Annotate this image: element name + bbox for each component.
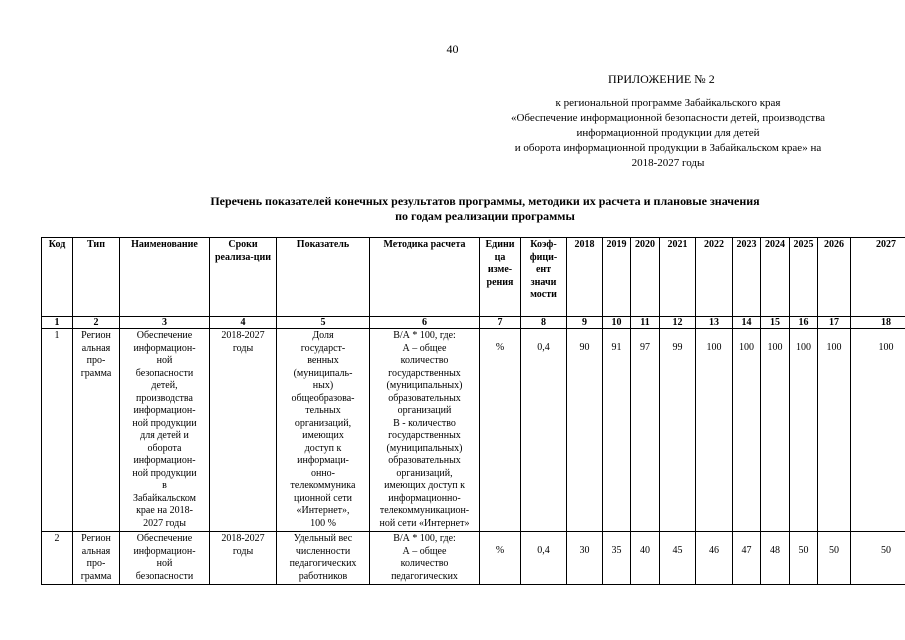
appendix-note-line: «Обеспечение информационной безопасности детей, производства xyxy=(510,112,825,124)
row-method-cell-line: государственных xyxy=(388,430,461,441)
row-indicator-cell-line: онно- xyxy=(310,467,336,479)
row-name-cell-line: Забайкальском xyxy=(132,492,197,504)
row-method-cell-line: образовательных xyxy=(388,455,461,466)
row-year-value-cell: 48 xyxy=(761,532,790,585)
row-type-cell-line: про- xyxy=(86,355,106,366)
row-method-cell xyxy=(370,532,480,585)
row-name-cell xyxy=(120,329,210,532)
column-number: 8 xyxy=(521,317,567,329)
appendix-note-line: и оборота информационной продукции в Забайкальском крае» на xyxy=(514,142,822,154)
row-method-cell-line: государственных xyxy=(388,367,461,379)
row-method-cell-line: количество xyxy=(400,355,449,366)
row-name-cell-line: Обеспечение xyxy=(136,330,193,341)
column-header: Тип xyxy=(73,238,120,317)
column-number: 16 xyxy=(790,317,818,329)
column-header: Коэф-фици-ент значи мости xyxy=(521,238,567,317)
row-type-cell-line: Регион xyxy=(81,533,111,544)
table-row xyxy=(42,329,905,532)
row-year-value-cell: 100 xyxy=(761,329,790,532)
row-name-cell-line: информацион- xyxy=(133,455,196,466)
column-number: 15 xyxy=(761,317,790,329)
row-indicator-cell-line: «Интернет», xyxy=(296,505,350,516)
row-year-value-cell: 45 xyxy=(660,532,696,585)
row-method-cell-line: организаций, xyxy=(396,467,453,479)
row-method-cell-line: педагогических xyxy=(391,570,458,582)
column-header: 2019 xyxy=(603,238,631,317)
row-name-cell-line: производства xyxy=(136,392,193,404)
row-method-cell-line: В - количество xyxy=(393,417,456,429)
row-code-cell: 2 xyxy=(42,532,73,585)
appendix-note xyxy=(478,96,858,171)
row-method-cell-line: А – общее xyxy=(402,545,447,557)
row-name-cell-line: для детей и xyxy=(140,430,189,441)
row-indicator-cell-line: венных xyxy=(307,355,339,366)
column-number: 1 xyxy=(42,317,73,329)
row-name-cell-line: ной xyxy=(156,558,173,569)
row-year-value-cell: 40 xyxy=(631,532,660,585)
row-name-cell-line: ной продукции xyxy=(132,417,197,429)
row-indicator-cell-line: численности xyxy=(295,545,351,557)
column-number: 14 xyxy=(733,317,761,329)
row-name-cell xyxy=(120,532,210,585)
row-period-cell-line: годы xyxy=(232,545,254,557)
table-header-row xyxy=(42,238,905,317)
row-year-value-cell: 99 xyxy=(660,329,696,532)
row-type-cell-line: про- xyxy=(86,558,106,569)
row-method-cell-line: В/А * 100, где: xyxy=(393,330,456,341)
column-number: 17 xyxy=(818,317,851,329)
column-number: 6 xyxy=(370,317,480,329)
row-indicator-cell-line: имеющих xyxy=(302,430,344,441)
row-indicator-cell-line: ционной сети xyxy=(294,492,352,504)
row-type-cell-line: альная xyxy=(81,545,111,557)
row-method-cell-line: количество xyxy=(400,558,449,569)
column-number: 4 xyxy=(210,317,277,329)
row-method-cell-line: организаций xyxy=(397,405,452,416)
row-type-cell xyxy=(73,532,120,585)
row-method-cell-line: В/А * 100, где: xyxy=(393,533,456,544)
row-period-cell xyxy=(210,329,277,532)
column-header: 2026 xyxy=(818,238,851,317)
row-name-cell-line: Обеспечение xyxy=(136,533,193,544)
row-name-cell-line: информацион- xyxy=(133,545,196,557)
page-number: 40 xyxy=(446,42,459,56)
row-year-value-cell: 90 xyxy=(567,329,603,532)
column-header: 2022 xyxy=(696,238,733,317)
column-header: 2025 xyxy=(790,238,818,317)
row-indicator-cell-line: педагогических xyxy=(289,558,357,569)
row-indicator-cell-line: информаци- xyxy=(297,455,349,466)
column-number: 10 xyxy=(603,317,631,329)
row-name-cell-line: оборота xyxy=(147,442,182,454)
column-number: 11 xyxy=(631,317,660,329)
row-indicator-cell-line: работников xyxy=(298,570,348,582)
column-header: 2023 xyxy=(733,238,761,317)
row-coef-cell: 0,4 xyxy=(521,329,567,532)
row-method-cell-line: имеющих доступ к xyxy=(384,480,465,491)
row-name-cell-line: детей, xyxy=(151,380,178,391)
row-method-cell-line: (муниципальных) xyxy=(386,380,463,391)
column-number: 13 xyxy=(696,317,733,329)
heading-line: Перечень показателей конечных результатов программы, методики их расчета и плановые значения xyxy=(210,194,760,208)
column-header: 2024 xyxy=(761,238,790,317)
appendix-note-line: информационной продукции для детей xyxy=(576,127,760,139)
column-header: 2021 xyxy=(660,238,696,317)
row-type-cell-line: грамма xyxy=(80,570,112,582)
appendix-note-line: 2018-2027 годы xyxy=(631,157,705,169)
row-type-cell-line: альная xyxy=(81,342,111,354)
row-period-cell-line: 2018-2027 xyxy=(221,533,265,544)
column-header: Сроки реализа-ции xyxy=(210,238,277,317)
column-number: 7 xyxy=(480,317,521,329)
column-number: 18 xyxy=(851,317,905,329)
column-number: 3 xyxy=(120,317,210,329)
row-indicator-cell xyxy=(277,329,370,532)
row-type-cell-line: грамма xyxy=(80,367,112,379)
row-name-cell-line: ной продукции xyxy=(132,467,197,479)
column-number: 2 xyxy=(73,317,120,329)
row-coef-cell: 0,4 xyxy=(521,532,567,585)
column-header: Показатель xyxy=(277,238,370,317)
row-method-cell xyxy=(370,329,480,532)
row-year-value-cell: 91 xyxy=(603,329,631,532)
row-period-cell xyxy=(210,532,277,585)
column-number: 9 xyxy=(567,317,603,329)
document-heading xyxy=(150,194,820,224)
row-name-cell-line: безопасности xyxy=(135,367,194,379)
row-period-cell-line: годы xyxy=(232,342,254,354)
row-year-value-cell: 46 xyxy=(696,532,733,585)
row-indicator-cell-line: телекоммуника xyxy=(290,480,356,491)
row-method-cell-line: (муниципальных) xyxy=(386,442,463,454)
row-code-cell: 1 xyxy=(42,329,73,532)
column-header: Методика расчета xyxy=(370,238,480,317)
row-indicator-cell-line: Удельный вес xyxy=(293,533,353,544)
row-indicator-cell-line: доступ к xyxy=(304,442,342,454)
appendix-title: ПРИЛОЖЕНИЕ № 2 xyxy=(608,72,715,86)
row-year-value-cell: 50 xyxy=(851,532,905,585)
column-number-row xyxy=(42,317,905,329)
row-name-cell-line: крае на 2018- xyxy=(136,505,193,516)
row-name-cell-line: ной xyxy=(156,355,173,366)
row-period-cell-line: 2018-2027 xyxy=(221,330,265,341)
row-year-value-cell: 100 xyxy=(696,329,733,532)
heading-line: по годам реализации программы xyxy=(395,209,575,223)
row-indicator-cell xyxy=(277,532,370,585)
row-year-value-cell: 30 xyxy=(567,532,603,585)
row-type-cell-line: Регион xyxy=(81,330,111,341)
row-name-cell-line: в xyxy=(162,480,167,491)
row-year-value-cell: 50 xyxy=(790,532,818,585)
indicators-table-wrapper xyxy=(41,237,905,640)
row-indicator-cell-line: (муниципаль- xyxy=(293,367,353,379)
row-indicator-cell-line: тельных xyxy=(305,405,341,416)
row-name-cell-line: безопасности xyxy=(135,570,194,582)
column-header: 2027 xyxy=(851,238,905,317)
row-unit-cell: % xyxy=(480,532,521,585)
column-header: Едини ца изме-рения xyxy=(480,238,521,317)
row-year-value-cell: 50 xyxy=(818,532,851,585)
column-header: Код xyxy=(42,238,73,317)
appendix-note-line: к региональной программе Забайкальского края xyxy=(555,97,781,109)
row-type-cell xyxy=(73,329,120,532)
row-year-value-cell: 100 xyxy=(733,329,761,532)
row-method-cell-line: А – общее xyxy=(402,342,447,354)
row-indicator-cell-line: ных) xyxy=(312,380,334,391)
row-year-value-cell: 47 xyxy=(733,532,761,585)
column-header: 2018 xyxy=(567,238,603,317)
row-year-value-cell: 100 xyxy=(818,329,851,532)
row-method-cell-line: образовательных xyxy=(388,392,461,404)
column-header: 2020 xyxy=(631,238,660,317)
row-year-value-cell: 100 xyxy=(851,329,905,532)
row-name-cell-line: информацион- xyxy=(133,405,196,416)
row-indicator-cell-line: общеобразова- xyxy=(291,392,355,404)
row-method-cell-line: телекоммуникацион- xyxy=(379,505,470,516)
column-number: 5 xyxy=(277,317,370,329)
indicators-table xyxy=(41,237,905,585)
column-header: Наименование xyxy=(120,238,210,317)
row-name-cell-line: 2027 годы xyxy=(143,517,186,529)
row-method-cell-line: информационно- xyxy=(388,492,461,504)
table-row xyxy=(42,532,905,585)
row-unit-cell: % xyxy=(480,329,521,532)
row-indicator-cell-line: 100 % xyxy=(310,517,336,529)
row-year-value-cell: 35 xyxy=(603,532,631,585)
row-indicator-cell-line: Доля xyxy=(312,330,334,341)
row-name-cell-line: информацион- xyxy=(133,342,196,354)
row-year-value-cell: 100 xyxy=(790,329,818,532)
row-indicator-cell-line: организаций, xyxy=(294,417,352,429)
row-year-value-cell: 97 xyxy=(631,329,660,532)
column-number: 12 xyxy=(660,317,696,329)
row-indicator-cell-line: государст- xyxy=(300,342,346,354)
row-method-cell-line: ной сети «Интернет» xyxy=(379,517,470,529)
